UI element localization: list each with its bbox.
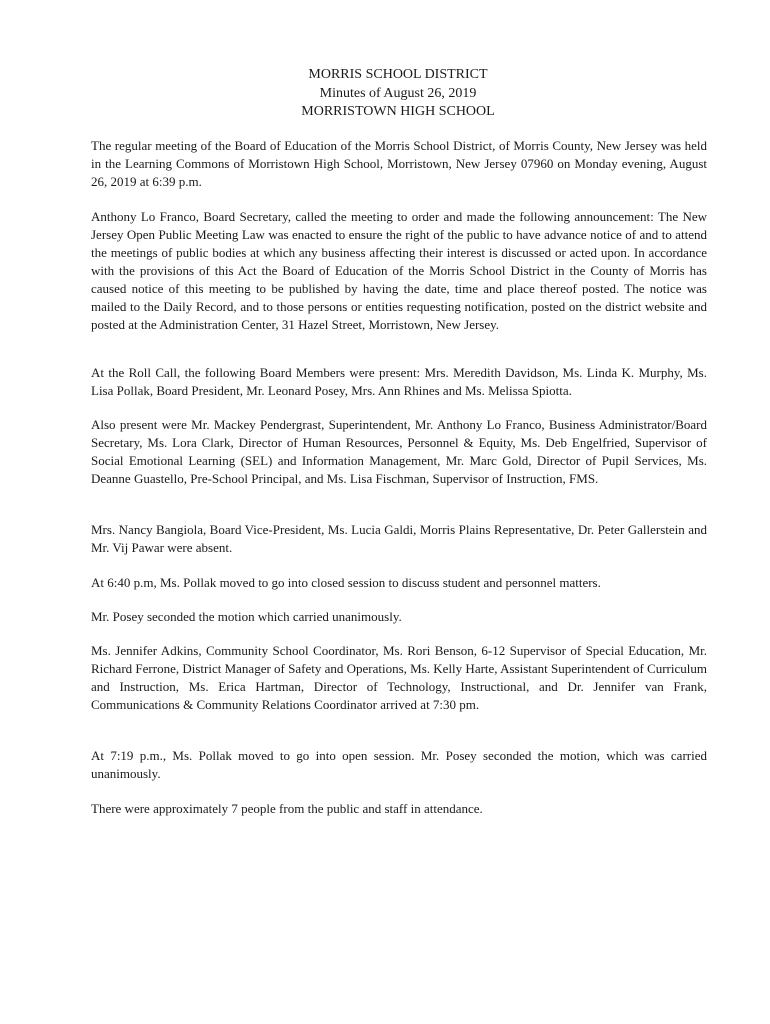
meeting-opening-paragraph: The regular meeting of the Board of Education of the Morris School District, of Morris County, New Jersey was held in the Learning Commons of Morristown High School, Morristown, New Jersey 07960 on Monday evening, August 26, 2019 at 6:39 p.m.	[91, 138, 707, 189]
also-present-paragraph: Also present were Mr. Mackey Pendergrast, Superintendent, Mr. Anthony Lo Franco, Business Administrator/Board Secretary, Ms. Lora Clark, Director of Human Resources, Personnel & Equity, Ms. Deb Engelfried, Supervisor of Social Emotional Learning (SEL) and Information Management, Mr. Marc Gold, Director of Pupil Services, Ms. Deanne Guastello, Pre-School Principal, and Ms. Lisa Fischman, Supervisor of Instruction, FMS.	[91, 417, 707, 486]
roll-call-paragraph: At the Roll Call, the following Board Members were present: Mrs. Meredith Davidson, Ms. Linda K. Murphy, Ms. Lisa Pollak, Board President, Mr. Leonard Posey, Mrs. Ann Rhines and Ms. Melissa Spiotta.	[91, 365, 707, 398]
open-meeting-announcement-paragraph: Anthony Lo Franco, Board Secretary, called the meeting to order and made the following announcement: The New Jersey Open Public Meeting Law was enacted to ensure the right of the public to have advance notice of and to attend the meetings of public bodies at which any business affecting their interest is discussed or acted upon. In accordance with the provisions of this Act the Board of Education of the Morris School District in the County of Morris has caused notice of this meeting to be published by having the date, time and place thereof posted. The notice was mailed to the Daily Record, and to those persons or entities requesting notification, posted on the district website and posted at the Administration Center, 31 Hazel Street, Morristown, New Jersey.	[91, 209, 707, 332]
arrivals-paragraph: Ms. Jennifer Adkins, Community School Coordinator, Ms. Rori Benson, 6-12 Supervisor of Special Education, Mr. Richard Ferrone, District Manager of Safety and Operations, Ms. Kelly Harte, Assistant Superintendent of Curriculum and Instruction, Ms. Erica Hartman, Director of Technology, Instructional, and Dr. Jennifer van Frank, Communications & Community Relations Coordinator arrived at 7:30 pm.	[91, 643, 707, 712]
absent-members-paragraph: Mrs. Nancy Bangiola, Board Vice-President, Ms. Lucia Galdi, Morris Plains Representative, Dr. Peter Gallerstein and Mr. Vij Pawar were absent.	[91, 522, 707, 555]
district-title: MORRIS SCHOOL DISTRICT	[308, 67, 488, 82]
minutes-date: Minutes of August 26, 2019	[319, 85, 477, 101]
motion-seconded-paragraph: Mr. Posey seconded the motion which carried unanimously.	[91, 609, 402, 624]
document-header	[0, 66, 770, 122]
school-title: MORRISTOWN HIGH SCHOOL	[301, 104, 495, 119]
open-session-motion-paragraph: At 7:19 p.m., Ms. Pollak moved to go into open session. Mr. Posey seconded the motion, which was carried unanimously.	[91, 748, 707, 781]
attendance-paragraph: There were approximately 7 people from the public and staff in attendance.	[91, 801, 483, 816]
closed-session-motion-paragraph: At 6:40 p.m, Ms. Pollak moved to go into closed session to discuss student and personnel matters.	[91, 575, 601, 590]
